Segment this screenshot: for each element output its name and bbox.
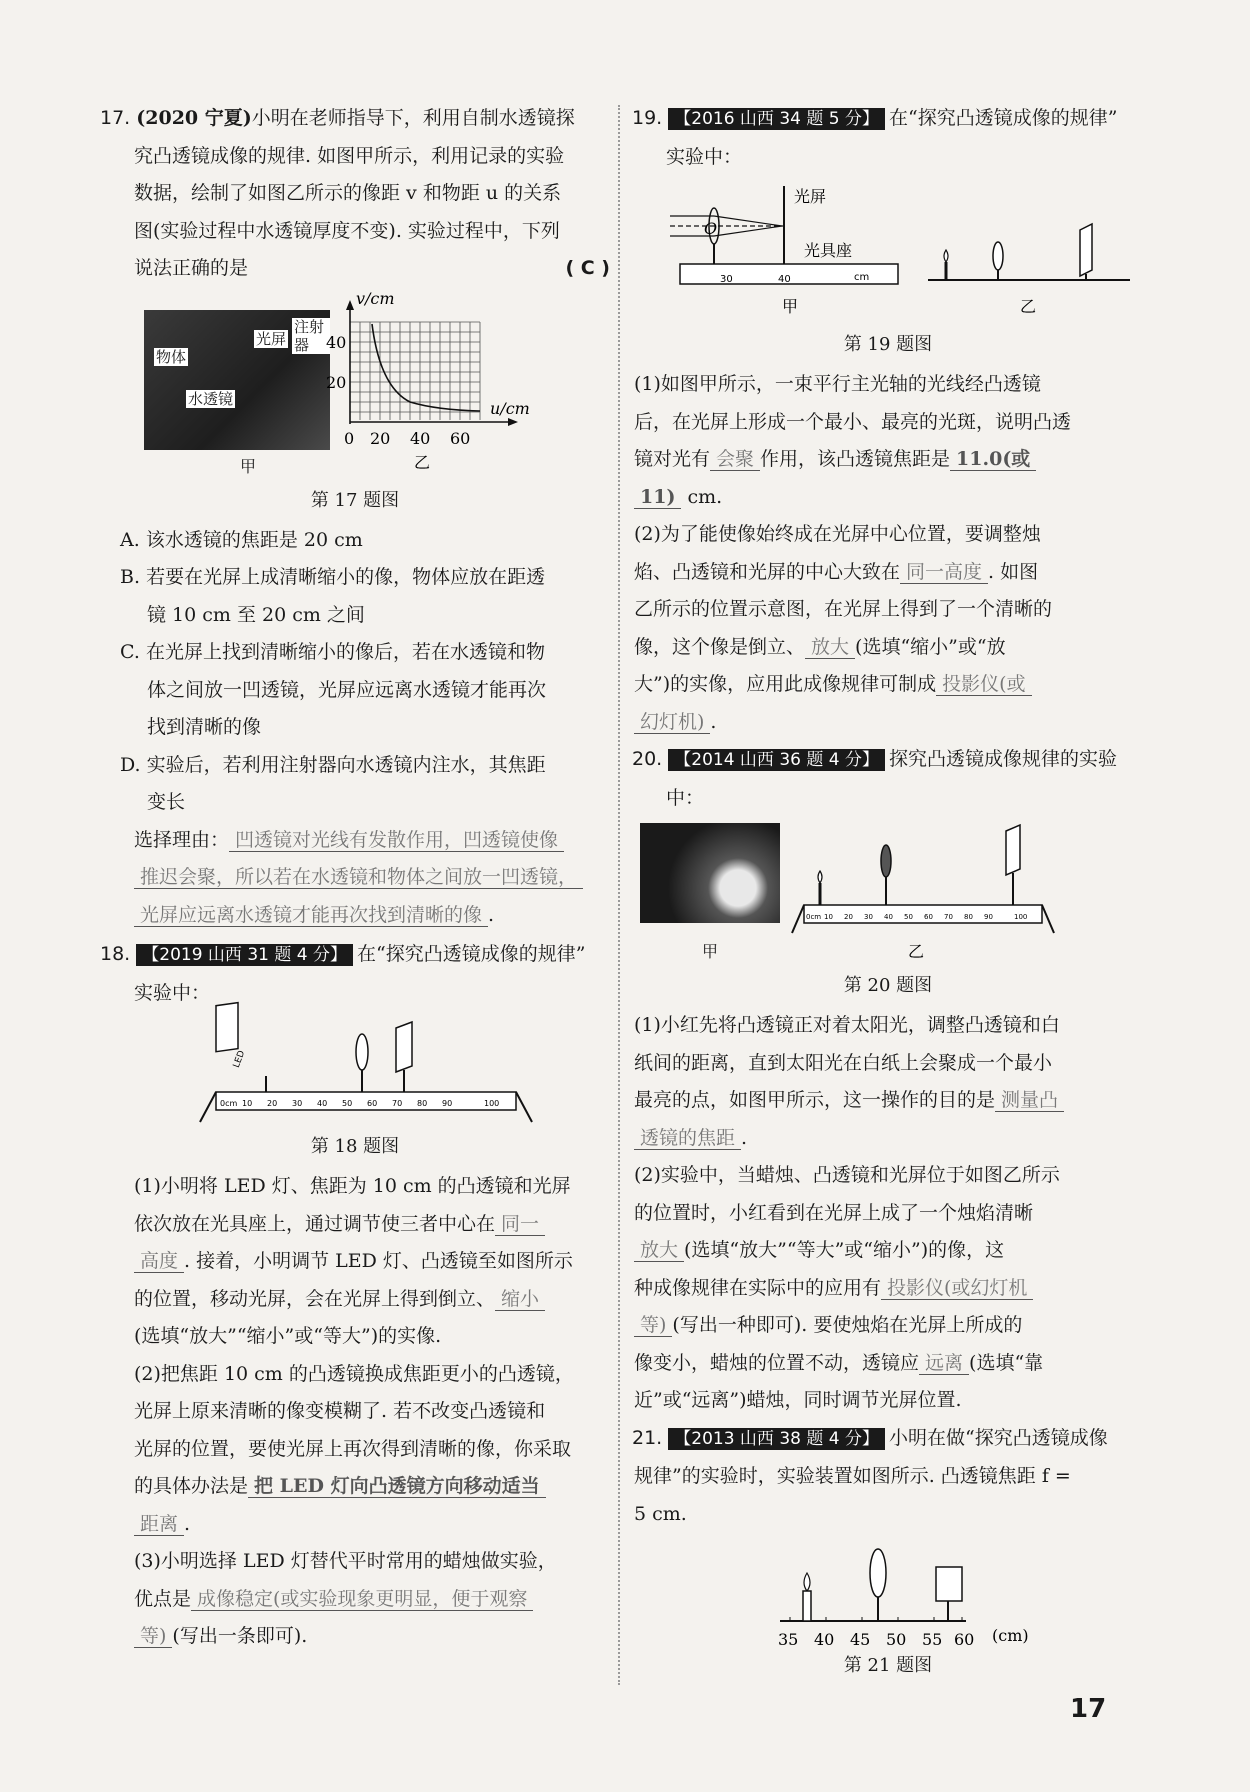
q17-photo (144, 310, 330, 450)
q19-p1-ans1: 会聚 (710, 448, 760, 471)
q21-number: 21. (632, 1426, 663, 1449)
q19-p1-d: 作用，该凸透镜焦距是 (760, 448, 951, 470)
q20-lens (881, 845, 891, 877)
q17-xtick-40: 40 (410, 428, 431, 448)
q21-tag: 【2013 山西 38 题 4 分】 (668, 1428, 885, 1450)
q20-screen (1006, 825, 1020, 875)
q18-p3-ans-b: 等) (134, 1625, 172, 1648)
q18-tag: 【2019 山西 31 题 4 分】 (136, 944, 353, 966)
q17-option-d-text-2: 变长 (147, 791, 186, 813)
q19-p2-ans1: 同一高度 (900, 561, 988, 584)
q17-option-a-label: A. (120, 528, 140, 551)
q18-p1-ans1b: 高度 (134, 1250, 184, 1273)
q21-stem-a: 小明在做“探究凸透镜成像 (889, 1426, 1108, 1449)
q17-answer: ( C ) (565, 257, 610, 279)
q20-number: 20. (632, 748, 663, 770)
q20-p2-g: (选填“靠 (969, 1351, 1044, 1374)
q19-p1-ans2a: 11.0(或 (950, 448, 1036, 471)
q21-caption: 第 21 题图 (843, 1655, 933, 1676)
q18-p2-b: 光屏上原来清晰的像变模糊了. 若不改变凸透镜和 (134, 1400, 546, 1422)
q17-option-d-text-1: 实验后，若利用注射器向水透镜内注水，其焦距 (146, 753, 546, 776)
q21-tick-50: 50 (886, 1630, 907, 1649)
q19-p2-d: 乙所示的位置示意图，在光屏上得到了一个清晰的 (634, 598, 1053, 620)
q20-stem-a: 探究凸透镜成像规律的实验 (889, 748, 1118, 770)
q19-p2-f: (选填“缩小”或“放 (855, 635, 1006, 658)
right-column (632, 100, 1144, 1687)
q21-candle (803, 1591, 811, 1621)
q20-p2-d: 种成像规律在实际中的应用有 (634, 1276, 882, 1299)
q20-p2-ans1: 放大 (634, 1239, 684, 1262)
q18-tick-100: 100 (484, 1099, 500, 1108)
q18-number: 18. (100, 943, 131, 965)
q19-stem-b: 实验中： (666, 145, 743, 168)
q20-p2-e: (写出一种即可). 要使烛焰在光屏上所成的 (672, 1314, 1023, 1336)
question-17: 17. (2020 宁夏)小明在老师指导下，利用自制水透镜探 究凸透镜成像的规律. 如图甲所示，利用记录的实验 数据，绘制了如图乙所示的像距 v 和物距 u 的关系 图(实验过程中水透镜厚度不变). 实验过程中，下列 说法正确的是 ( C ) 物体 光屏 注射器 水透镜 v/cm u/cm 40 20 0 20 40 60 乙 甲 第 17 题图 A. 该水透镜的焦距是 20 cm B. 若要在光屏上成清晰缩小的像，物体应放在距透 镜 10 cm 至 20 cm 之间 C. 在光屏上找到清晰缩小的像后，若在水透镜和物 体之间放一凹透镜，光屏应远离水透镜才能再次 找到清晰的像 D. 实验后，若利用注射器向水透镜内注水，其焦距 变长 选择理由： 凹透镜对光线有发散作用，凹透镜使像 推迟会聚，所以若在水透镜和物体之间放一凹透镜， 光屏应远离水透镜才能再次找到清晰的像 . (100, 107, 610, 926)
q20-tick-20: 20 (844, 913, 853, 921)
q18-p1-e: (选填“放大”“缩小”或“等大”)的实像. (134, 1325, 442, 1347)
q19-p1-a: (1)如图甲所示，一束平行主光轴的光线经凸透镜 (634, 373, 1041, 395)
q20-p2-ans3: 远离 (919, 1352, 969, 1375)
q17-stem-line-3: 数据，绘制了如图乙所示的像距 v 和物距 u 的关系 (134, 182, 562, 204)
q20-tag: 【2014 山西 36 题 4 分】 (668, 749, 885, 771)
q18-tick-90: 90 (442, 1099, 453, 1108)
q20-p1-a: (1)小红先将凸透镜正对着太阳光，调整凸透镜和白 (634, 1014, 1060, 1036)
q19-p1-e: cm. (687, 485, 723, 508)
q20-tick-10: 10 (824, 913, 833, 921)
q17-label-lens: 水透镜 (188, 389, 234, 408)
q19-number: 19. (632, 107, 663, 129)
q18-p3-ans-a: 成像稳定(或实验现象更明显，便于观察 (191, 1588, 533, 1611)
q18-p1-d: 的位置，移动光屏，会在光屏上得到倒立、 (134, 1287, 496, 1310)
q18-rail (216, 1092, 516, 1110)
column-divider (618, 105, 620, 1685)
q20-p1-ans-a: 测量凸 (995, 1089, 1064, 1112)
q17-label-object: 物体 (156, 347, 187, 366)
q19-p2-a: (2)为了能使像始终成在光屏中心位置，要调整烛 (634, 523, 1041, 545)
q18-tick-70: 70 (392, 1099, 403, 1108)
q17-option-b-label: B. (120, 566, 141, 588)
q19-tick-cm: cm (854, 272, 870, 283)
q19-p1-b: 后，在光屏上形成一个最小、最亮的光斑，说明凸透 (634, 410, 1072, 433)
q17-graph (326, 288, 592, 482)
q17-option-c-text-2: 体之间放一凹透镜，光屏应远离水透镜才能再次 (147, 678, 547, 701)
q21-tick-40: 40 (814, 1630, 835, 1649)
q21-tick-35: 35 (778, 1630, 799, 1649)
q19-tick-40: 40 (778, 274, 791, 285)
q18-led (216, 1003, 238, 1052)
q18-p2-a: (2)把焦距 10 cm 的凸透镜换成焦距更小的凸透镜， (134, 1362, 574, 1385)
q20-p1-b: 纸间的距离，直到太阳光在白纸上会聚成一个最小 (634, 1051, 1053, 1074)
q19-p1-c: 镜对光有 (634, 448, 711, 470)
q17-stem-line-4: 图(实验过程中水透镜厚度不变). 实验过程中，下列 (134, 219, 560, 242)
q17-reason-line-2: 推迟会聚，所以若在水透镜和物体之间放一凹透镜， (134, 866, 583, 889)
q17-stem-line-1: 小明在老师指导下，利用自制水透镜探 (251, 107, 575, 129)
q18-p3-c: (写出一条即可). (172, 1625, 308, 1647)
q17-option-c-text-1: 在光屏上找到清晰缩小的像后，若在水透镜和物 (145, 641, 545, 663)
q17-caption: 第 17 题图 (310, 489, 400, 511)
q17-xtick-60: 60 (450, 428, 471, 448)
q17-option-a-text: 该水透镜的焦距是 20 cm (145, 528, 363, 551)
q17-ytick-20: 20 (326, 372, 347, 392)
q19-p2-c: . 如图 (988, 560, 1039, 583)
q20-tick-90: 90 (984, 913, 993, 921)
q19-p2-h: . (710, 710, 717, 733)
left-column (100, 100, 610, 1656)
q18-tick-50: 50 (342, 1099, 353, 1108)
q18-tick-10: 10 (242, 1099, 253, 1108)
question-18: 18. 【2019 山西 31 题 4 分】 在“探究凸透镜成像的规律” 实验中： LED 0cm 10 20 30 40 50 60 70 80 90 100 第 18 题图 (1)小明将 LED 灯、焦距为 10 cm 的凸透镜和光屏 依次放在光具座上，通过调节使三者中心在 同一 高度 . 接着，小明调节 LED 灯、凸透镜至如图所示 的位置，移动光屏，会在光屏上得到倒立、 缩小 (选填“放大”“缩小”或“等大”)的实像. (2)把焦距 10 cm 的凸透镜换成焦距更小的凸透镜， 光屏上原来清晰的像变模糊了. 若不改变凸透镜和 光屏的位置，要使光屏上再次得到清晰的像，你采取 的具体办法是 把 LED 灯向凸透镜方向移动适当 距离 . (3)小明选择 LED 灯替代平时常用的蜡烛做实验， 优点是 成像稳定(或实验现象更明显，便于观察 等) (写出一条即可). (100, 936, 610, 1656)
q17-fig-label-b: 乙 (414, 452, 431, 472)
q20-rail (804, 905, 1042, 923)
q18-stem-b: 实验中： (134, 981, 211, 1004)
q21-figure (632, 1533, 1144, 1651)
q21-tick-55: 55 (922, 1630, 943, 1649)
question-21 (632, 1420, 1144, 1682)
q17-xtick-20: 20 (370, 428, 391, 448)
q17-ylabel: v/cm (356, 288, 395, 308)
q20-tick-0: 0cm (806, 913, 822, 921)
q20-caption: 第 20 题图 (843, 975, 933, 996)
q17-fig-label-a: 甲 (240, 456, 257, 476)
q19-tick-30: 30 (720, 274, 733, 285)
q17-option-b-text-1: 若要在光屏上成清晰缩小的像，物体应放在距透 (146, 566, 546, 588)
q17-source: (2020 宁夏) (136, 107, 252, 129)
q17-ytick-40: 40 (326, 332, 347, 352)
q17-figure (100, 288, 610, 482)
q20-p1-ans-b: 透镜的焦距 (634, 1127, 741, 1150)
q18-lens (356, 1034, 368, 1070)
q20-tick-70: 70 (944, 913, 953, 921)
q19-screen-label: 光屏 (794, 187, 827, 206)
q20-tick-30: 30 (864, 913, 873, 921)
q17-stem-line-2: 究凸透镜成像的规律. 如图甲所示，利用记录的实验 (134, 144, 565, 167)
q18-p1-b: 依次放在光具座上，通过调节使三者中心在 (134, 1212, 496, 1235)
q18-stem-a: 在“探究凸透镜成像的规律” (357, 943, 586, 965)
q19-figure (632, 176, 1144, 326)
q20-p2-ans2b: 等) (634, 1314, 672, 1337)
q17-option-c-text-3: 找到清晰的像 (147, 716, 262, 738)
q20-figure (632, 817, 1144, 967)
q21-stem-b: 规律”的实验时，实验装置如图所示. 凸透镜焦距 f = (634, 1465, 1071, 1487)
q21-stem-c: 5 cm. (634, 1502, 687, 1525)
q18-led-label: LED (231, 1049, 248, 1070)
q18-p1-ans2: 缩小 (495, 1288, 545, 1311)
q18-p3-a: (3)小明选择 LED 灯替代平时常用的蜡烛做实验， (134, 1550, 557, 1572)
q20-p2-ans2a: 投影仪(或幻灯机 (881, 1277, 1033, 1300)
q20-p2-c: (选填“放大”“等大”或“缩小”)的像，这 (684, 1239, 1005, 1261)
q21-tick-60: 60 (954, 1630, 975, 1649)
question-19 (632, 100, 1144, 741)
q17-label-screen: 光屏 (256, 329, 287, 348)
q18-p1-a: (1)小明将 LED 灯、焦距为 10 cm 的凸透镜和光屏 (134, 1175, 571, 1197)
q19-p2-ans3a: 投影仪(或 (936, 673, 1031, 696)
q17-reason-line-1: 凹透镜对光线有发散作用，凹透镜使像 (229, 829, 564, 852)
q18-optical-bench (100, 1008, 610, 1128)
q19-screen-b (1080, 224, 1092, 276)
q18-p3-b: 优点是 (134, 1587, 192, 1610)
q19-stem-a: 在“探究凸透镜成像的规律” (889, 107, 1118, 129)
q21-screen (936, 1567, 962, 1601)
q20-fig-label-a: 甲 (702, 942, 719, 961)
q20-fig-label-b: 乙 (908, 942, 925, 961)
q19-fig-label-b: 乙 (1020, 297, 1037, 316)
q20-p2-f: 像变小，蜡烛的位置不动，透镜应 (634, 1351, 920, 1374)
q18-tick-80: 80 (417, 1099, 428, 1108)
q20-stem-b: 中： (666, 786, 705, 809)
page-number: 17 (1070, 1694, 1107, 1724)
q18-p1-c: . 接着，小明调节 LED 灯、凸透镜至如图所示 (184, 1250, 573, 1272)
q18-p2-d: 的具体办法是 (134, 1475, 249, 1497)
q17-reason-label: 选择理由： (134, 828, 230, 851)
q17-stem-line-5: 说法正确的是 (134, 257, 249, 279)
q17-number: 17. (100, 107, 131, 129)
q19-fig-label-a: 甲 (782, 297, 799, 316)
q20-p2-a: (2)实验中，当蜡烛、凸透镜和光屏位于如图乙所示 (634, 1164, 1060, 1186)
q19-p2-ans3b: 幻灯机) (634, 711, 710, 734)
q18-tick-30: 30 (292, 1099, 303, 1108)
q18-tick-0: 0cm (220, 1099, 238, 1108)
q17-label-syringe: 注射器 (292, 318, 330, 354)
q17-option-b-text-2: 镜 10 cm 至 20 cm 之间 (147, 603, 365, 626)
q18-tick-40: 40 (317, 1099, 328, 1108)
q19-p1-ans2b: 11) (634, 486, 681, 509)
q19-p2-e: 像，这个像是倒立、 (634, 635, 806, 658)
q20-optical-bench (792, 817, 1092, 967)
q18-caption: 第 18 题图 (310, 1136, 400, 1157)
q20-tick-80: 80 (964, 913, 973, 921)
q18-screen (396, 1022, 412, 1072)
q18-tick-20: 20 (267, 1099, 278, 1108)
q21-unit: (cm) (992, 1626, 1029, 1645)
q17-reason-line-3: 光屏应远离水透镜才能再次找到清晰的像 (134, 904, 488, 927)
question-20 (632, 741, 1144, 1420)
q19-p2-b: 焰、凸透镜和光屏的中心大致在 (634, 560, 901, 583)
q20-p2-h: 近”或“远离”)蜡烛，同时调节光屏位置. (634, 1389, 962, 1411)
q18-p1-ans1a: 同一 (495, 1213, 545, 1236)
q18-p2-ans-b: 距离 (134, 1513, 184, 1536)
svg-text:O: O (704, 219, 718, 238)
q20-tick-40: 40 (884, 913, 893, 921)
q17-option-c-label: C. (120, 641, 140, 663)
q19-p2-ans2: 放大 (805, 636, 855, 659)
q18-tick-60: 60 (367, 1099, 378, 1108)
q21-lens (870, 1549, 886, 1597)
q20-p2-b: 的位置时，小红看到在光屏上成了一个烛焰清晰 (634, 1201, 1034, 1224)
q17-xlabel: u/cm (490, 398, 530, 418)
q20-p1-c: 最亮的点，如图甲所示，这一操作的目的是 (634, 1089, 996, 1111)
q18-p2-c: 光屏的位置，要使光屏上再次得到清晰的像，你采取 (134, 1437, 572, 1460)
q19-tag: 【2016 山西 34 题 5 分】 (668, 108, 885, 130)
q20-photo (640, 823, 780, 923)
q21-tick-45: 45 (850, 1630, 871, 1649)
q20-tick-100: 100 (1014, 913, 1028, 921)
q20-tick-60: 60 (924, 913, 933, 921)
q19-bench-label: 光具座 (804, 241, 853, 260)
q20-p1-d: . (741, 1126, 748, 1149)
q17-option-d-label: D. (120, 753, 141, 776)
q17-xtick-0: 0 (344, 428, 355, 448)
q18-p2-ans-a: 把 LED 灯向凸透镜方向移动适当 (248, 1475, 546, 1498)
q20-tick-50: 50 (904, 913, 913, 921)
q19-caption: 第 19 题图 (843, 334, 933, 355)
q19-lens-b (993, 242, 1003, 270)
q17-curve (372, 324, 480, 411)
q19-p2-g: 大”)的实像，应用此成像规律可制成 (634, 673, 937, 695)
